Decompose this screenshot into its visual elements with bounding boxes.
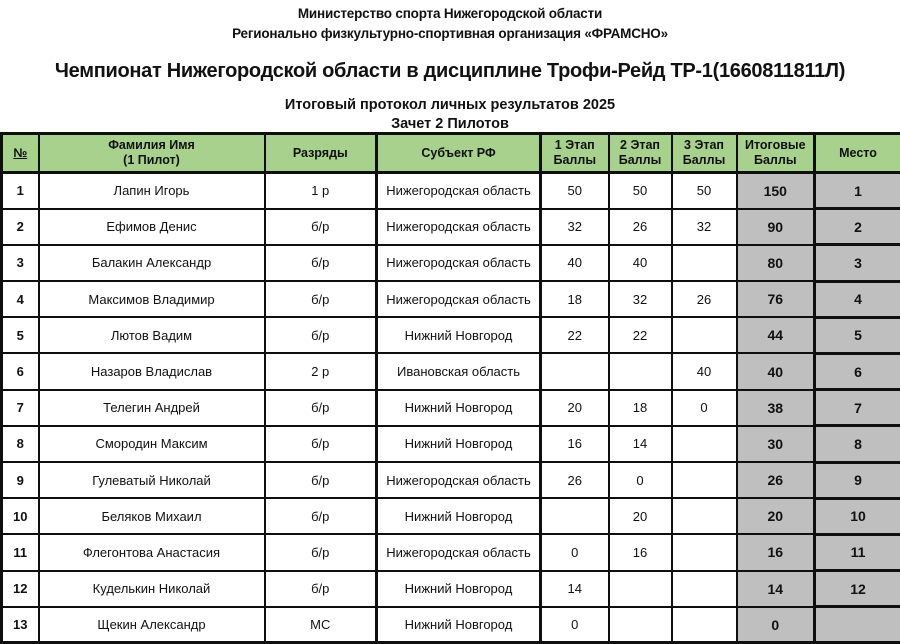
- cell-rank: б/р: [265, 281, 377, 317]
- cell-total: 40: [737, 353, 815, 389]
- cell-rank: 2 р: [265, 353, 377, 389]
- cell-place: 2: [815, 209, 900, 245]
- cell-place: 8: [815, 426, 900, 462]
- cell-num: 2: [2, 209, 39, 245]
- cell-num: 6: [2, 353, 39, 389]
- cell-name: Гулеватый Николай: [39, 462, 265, 498]
- results-table-body: [2, 173, 900, 643]
- col-header-place-line1: Место: [839, 145, 877, 160]
- cell-num: 13: [2, 607, 39, 643]
- cell-stage2: [609, 571, 672, 607]
- cell-num: 7: [2, 390, 39, 426]
- cell-stage1: 50: [541, 173, 609, 209]
- page-title: Чемпионат Нижегородской области в дисциплине Трофи-Рейд ТР-1(1660811811Л): [54, 60, 846, 82]
- col-header-name: [39, 134, 265, 173]
- cell-num: 11: [2, 534, 39, 570]
- cell-stage1: 32: [541, 209, 609, 245]
- table-row: [2, 571, 900, 607]
- table-row: [2, 317, 900, 353]
- cell-name: Лапин Игорь: [39, 173, 265, 209]
- cell-place: 12: [815, 571, 900, 607]
- cell-stage3: 50: [672, 173, 737, 209]
- results-table: [0, 132, 900, 644]
- cell-stage1: [541, 498, 609, 534]
- cell-stage3: 26: [672, 281, 737, 317]
- table-row: [2, 462, 900, 498]
- cell-stage2: 26: [609, 209, 672, 245]
- cell-stage2: [609, 607, 672, 643]
- cell-name: Смородин Максим: [39, 426, 265, 462]
- cell-stage1: [541, 353, 609, 389]
- cell-total: 20: [737, 498, 815, 534]
- table-row: [2, 353, 900, 389]
- cell-stage3: [672, 607, 737, 643]
- cell-place: 6: [815, 353, 900, 389]
- cell-region: Нижний Новгород: [377, 317, 541, 353]
- header-row: [2, 134, 900, 173]
- cell-num: 1: [2, 173, 39, 209]
- cell-total: 26: [737, 462, 815, 498]
- cell-stage3: [672, 245, 737, 281]
- col-header-rank-line1: Разряды: [292, 145, 348, 160]
- cell-region: Нижегородская область: [377, 245, 541, 281]
- cell-stage1: 40: [541, 245, 609, 281]
- cell-name: Беляков Михаил: [39, 498, 265, 534]
- cell-total: 80: [737, 245, 815, 281]
- col-header-stage2-line2: Баллы: [618, 153, 662, 167]
- cell-place: 5: [815, 317, 900, 353]
- cell-place: 1: [815, 173, 900, 209]
- cell-stage2: 50: [609, 173, 672, 209]
- cell-region: Нижний Новгород: [377, 390, 541, 426]
- table-row: [2, 245, 900, 281]
- col-header-stage2: [609, 134, 672, 173]
- cell-stage3: [672, 426, 737, 462]
- cell-rank: б/р: [265, 534, 377, 570]
- cell-stage3: [672, 317, 737, 353]
- cell-total: 38: [737, 390, 815, 426]
- col-header-place: [815, 134, 900, 173]
- cell-rank: б/р: [265, 462, 377, 498]
- cell-region: Нижегородская область: [377, 281, 541, 317]
- cell-total: 90: [737, 209, 815, 245]
- results-table-head: [2, 134, 900, 173]
- cell-stage1: 20: [541, 390, 609, 426]
- col-header-stage3-line2: Баллы: [682, 153, 726, 167]
- cell-total: 76: [737, 281, 815, 317]
- subtitle-protocol: Итоговый протокол личных результатов 2025: [284, 97, 616, 113]
- cell-stage3: 0: [672, 390, 737, 426]
- col-header-total: [737, 134, 815, 173]
- cell-stage1: 0: [541, 534, 609, 570]
- cell-region: Нижний Новгород: [377, 571, 541, 607]
- org-line-1: Министерство спорта Нижегородской области: [297, 6, 603, 21]
- cell-name: Щекин Александр: [39, 607, 265, 643]
- col-header-num: [2, 134, 39, 173]
- cell-region: Нижний Новгород: [377, 426, 541, 462]
- cell-place: 3: [815, 245, 900, 281]
- cell-rank: б/р: [265, 245, 377, 281]
- cell-rank: б/р: [265, 426, 377, 462]
- cell-num: 4: [2, 281, 39, 317]
- cell-region: Нижегородская область: [377, 462, 541, 498]
- cell-region: Нижегородская область: [377, 534, 541, 570]
- cell-stage2: 22: [609, 317, 672, 353]
- cell-name: Максимов Владимир: [39, 281, 265, 317]
- cell-stage2: 14: [609, 426, 672, 462]
- col-header-region-line1: Субъект РФ: [421, 145, 496, 160]
- cell-num: 10: [2, 498, 39, 534]
- cell-num: 9: [2, 462, 39, 498]
- cell-place: 9: [815, 462, 900, 498]
- cell-place: 11: [815, 534, 900, 570]
- cell-stage3: [672, 462, 737, 498]
- cell-name: Куделькин Николай: [39, 571, 265, 607]
- cell-name: Телегин Андрей: [39, 390, 265, 426]
- cell-stage3: [672, 498, 737, 534]
- cell-stage2: 20: [609, 498, 672, 534]
- col-header-rank: [265, 134, 377, 173]
- table-row: [2, 607, 900, 643]
- cell-stage2: [609, 353, 672, 389]
- col-header-region: [377, 134, 541, 173]
- cell-total: 14: [737, 571, 815, 607]
- cell-stage3: [672, 571, 737, 607]
- cell-place: 7: [815, 390, 900, 426]
- col-header-stage1: [541, 134, 609, 173]
- cell-total: 16: [737, 534, 815, 570]
- cell-rank: 1 р: [265, 173, 377, 209]
- cell-rank: МС: [265, 607, 377, 643]
- cell-rank: б/р: [265, 390, 377, 426]
- table-row: [2, 390, 900, 426]
- cell-total: 0: [737, 607, 815, 643]
- cell-stage1: 18: [541, 281, 609, 317]
- subtitle-class: Зачет 2 Пилотов: [391, 116, 509, 132]
- col-header-stage2-line1: 2 Этап: [620, 138, 660, 152]
- cell-rank: б/р: [265, 498, 377, 534]
- cell-stage2: 40: [609, 245, 672, 281]
- cell-stage3: 32: [672, 209, 737, 245]
- table-row: [2, 173, 900, 209]
- cell-num: 8: [2, 426, 39, 462]
- cell-name: Лютов Вадим: [39, 317, 265, 353]
- cell-stage2: 0: [609, 462, 672, 498]
- document-header: [0, 0, 900, 132]
- cell-region: Нижний Новгород: [377, 498, 541, 534]
- col-header-stage1-line2: Баллы: [553, 153, 596, 167]
- col-header-total-line2: Баллы: [754, 153, 797, 167]
- table-row: [2, 426, 900, 462]
- col-header-stage1-line1: 1 Этап: [554, 138, 595, 152]
- cell-stage2: 18: [609, 390, 672, 426]
- col-header-num-line1: №: [13, 145, 28, 160]
- cell-name: Ефимов Денис: [39, 209, 265, 245]
- cell-num: 3: [2, 245, 39, 281]
- table-row: [2, 534, 900, 570]
- table-row: [2, 498, 900, 534]
- col-header-total-line1: Итоговые: [744, 138, 806, 152]
- col-header-stage3-line1: 3 Этап: [684, 138, 724, 152]
- cell-stage2: 16: [609, 534, 672, 570]
- org-line-2: Регионально физкультурно-спортивная организация «ФРАМСНО»: [232, 26, 668, 41]
- cell-total: 150: [737, 173, 815, 209]
- cell-region: Нижегородская область: [377, 209, 541, 245]
- cell-stage1: 0: [541, 607, 609, 643]
- cell-rank: б/р: [265, 317, 377, 353]
- cell-region: Ивановская область: [377, 353, 541, 389]
- col-header-name-line1: Фамилия Имя: [108, 138, 195, 152]
- cell-stage1: 22: [541, 317, 609, 353]
- cell-total: 44: [737, 317, 815, 353]
- cell-stage2: 32: [609, 281, 672, 317]
- cell-stage1: 16: [541, 426, 609, 462]
- cell-place: 4: [815, 281, 900, 317]
- cell-num: 5: [2, 317, 39, 353]
- cell-name: Назаров Владислав: [39, 353, 265, 389]
- cell-place: 10: [815, 498, 900, 534]
- cell-name: Балакин Александр: [39, 245, 265, 281]
- table-row: [2, 209, 900, 245]
- cell-place: [815, 607, 900, 643]
- cell-rank: б/р: [265, 571, 377, 607]
- table-row: [2, 281, 900, 317]
- col-header-name-line2: (1 Пилот): [123, 153, 180, 167]
- cell-rank: б/р: [265, 209, 377, 245]
- col-header-stage3: [672, 134, 737, 173]
- cell-region: Нижний Новгород: [377, 607, 541, 643]
- cell-stage3: 40: [672, 353, 737, 389]
- cell-name: Флегонтова Анастасия: [39, 534, 265, 570]
- cell-region: Нижегородская область: [377, 173, 541, 209]
- cell-total: 30: [737, 426, 815, 462]
- cell-stage1: 14: [541, 571, 609, 607]
- cell-num: 12: [2, 571, 39, 607]
- cell-stage3: [672, 534, 737, 570]
- cell-stage1: 26: [541, 462, 609, 498]
